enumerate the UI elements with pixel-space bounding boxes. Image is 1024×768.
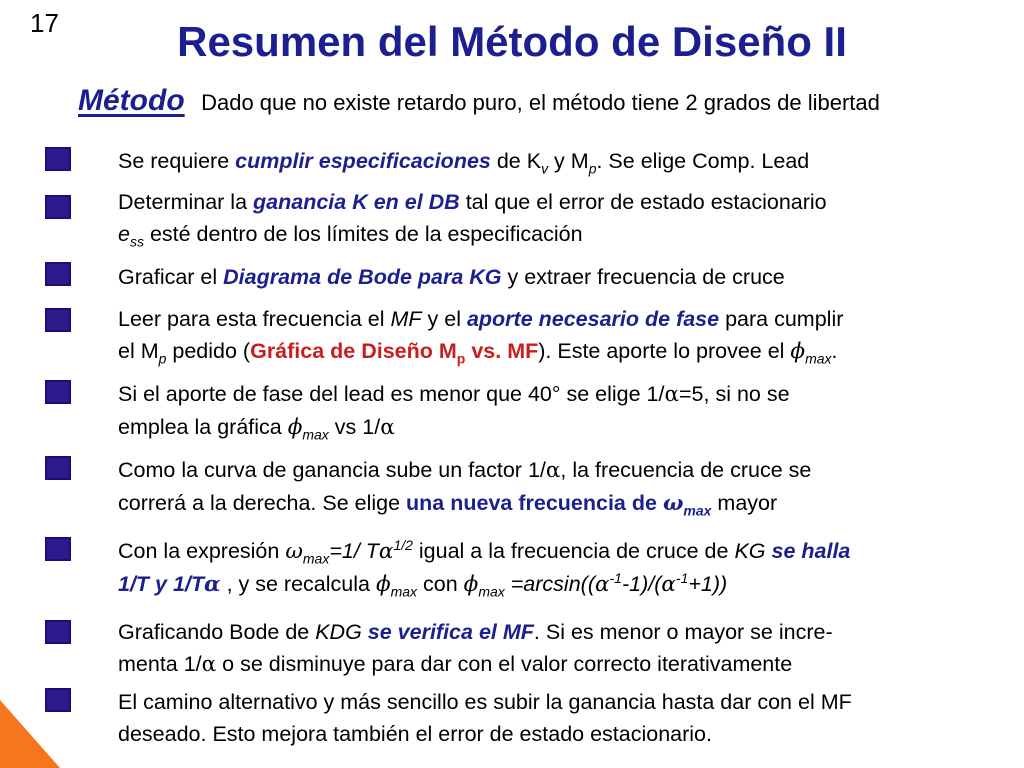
item-italic: MF bbox=[390, 307, 422, 331]
item-emphasis: Diagrama de Bode para KG bbox=[223, 265, 502, 289]
item-text: e bbox=[118, 222, 130, 246]
item-text: emplea la gráfica bbox=[118, 415, 288, 439]
item-text: Determinar la bbox=[118, 190, 254, 214]
item-text: correrá a la derecha. Se elige bbox=[118, 491, 407, 515]
alpha-symbol: α bbox=[378, 539, 394, 564]
bullet-square-icon bbox=[45, 380, 71, 404]
subscript: max bbox=[302, 426, 329, 443]
item-line bbox=[118, 454, 998, 487]
item-line: El camino alternativo y más sencillo es subir la ganancia hasta dar con el MF bbox=[118, 690, 852, 714]
bullet-square-icon bbox=[45, 537, 71, 561]
item-red-highlight: vs. MF bbox=[465, 339, 539, 363]
alpha-symbol: α bbox=[545, 458, 561, 483]
item-text: el M bbox=[118, 339, 159, 363]
list-item-5 bbox=[118, 378, 998, 444]
item-emphasis: se halla bbox=[765, 539, 851, 563]
item-line: deseado. Esto mejora también el error de estado estacionario. bbox=[118, 722, 712, 746]
item-line bbox=[118, 535, 998, 568]
item-line bbox=[118, 616, 998, 648]
list-item-9 bbox=[118, 686, 998, 750]
subscript: max bbox=[683, 502, 712, 519]
alpha-symbol: α bbox=[380, 415, 395, 440]
item-line bbox=[118, 186, 998, 218]
item-text: o se disminuye para dar con el valor correcto iterativamente bbox=[216, 652, 793, 676]
alpha-symbol: α bbox=[204, 572, 221, 597]
item-text: Como la curva de ganancia sube un factor 1/ bbox=[118, 458, 546, 482]
subscript: v bbox=[541, 160, 549, 177]
list-item-7 bbox=[118, 535, 998, 601]
item-text: . Se elige Comp. Lead bbox=[596, 149, 810, 173]
subscript: max bbox=[478, 583, 505, 600]
slide-number: 17 bbox=[30, 8, 59, 38]
subscript: p bbox=[158, 350, 167, 367]
item-text: mayor bbox=[711, 491, 778, 515]
item-text: Leer para esta frecuencia el bbox=[118, 307, 391, 331]
item-text: menta 1/ bbox=[118, 652, 202, 676]
subscript: max bbox=[390, 583, 418, 600]
item-text: , y se recalcula bbox=[220, 572, 376, 596]
item-text: esté dentro de los límites de la especificación bbox=[143, 222, 583, 246]
method-text: Dado que no existe retardo puro, el método tiene 2 grados de libertad bbox=[201, 90, 880, 115]
item-emphasis: una nueva frecuencia de bbox=[406, 491, 663, 515]
item-text: pedido ( bbox=[166, 339, 251, 363]
item-italic: KDG bbox=[315, 620, 362, 644]
list-item-2 bbox=[118, 186, 998, 250]
list-item-1 bbox=[118, 145, 998, 177]
item-text: Si el aporte de fase del lead es menor que 40° se elige 1/ bbox=[118, 382, 665, 406]
list-item-3 bbox=[118, 261, 998, 293]
bullet-square-icon bbox=[45, 620, 71, 644]
item-line bbox=[118, 218, 998, 250]
item-text: =1/ T bbox=[329, 539, 379, 563]
item-line bbox=[118, 487, 998, 520]
superscript: -1 bbox=[609, 569, 622, 586]
bullet-square-icon bbox=[45, 262, 71, 286]
item-text: ). Este aporte lo provee el bbox=[538, 339, 791, 363]
item-text: y extraer frecuencia de cruce bbox=[501, 265, 785, 289]
alpha-symbol: α bbox=[664, 382, 679, 407]
subscript: p bbox=[456, 350, 466, 367]
list-item-4 bbox=[118, 303, 998, 368]
item-text: vs 1/ bbox=[328, 415, 381, 439]
item-text: , la frecuencia de cruce se bbox=[560, 458, 812, 482]
item-text: Graficar el bbox=[118, 265, 224, 289]
item-emphasis: se verifica el MF bbox=[361, 620, 534, 644]
alpha-symbol: α bbox=[594, 572, 610, 597]
item-emphasis: ganancia K en el DB bbox=[253, 190, 460, 214]
alpha-symbol: α bbox=[661, 572, 676, 597]
superscript: 1/2 bbox=[393, 536, 413, 553]
list-item-8 bbox=[118, 616, 998, 681]
item-line bbox=[118, 568, 998, 601]
item-text: Se requiere bbox=[118, 149, 236, 173]
item-text: =5, si no se bbox=[679, 382, 790, 406]
item-text: igual a la frecuencia de cruce de bbox=[412, 539, 735, 563]
method-label: Método bbox=[78, 84, 185, 117]
item-emphasis: aporte necesario de fase bbox=[466, 307, 720, 331]
bullet-square-icon bbox=[45, 308, 71, 332]
subscript: max bbox=[302, 550, 330, 567]
item-text: para cumplir bbox=[719, 307, 844, 331]
bullet-square-icon bbox=[45, 195, 71, 219]
item-text: con bbox=[417, 572, 464, 596]
phi-symbol: ϕ bbox=[463, 572, 479, 597]
method-row bbox=[78, 84, 880, 118]
item-text: =arcsin(( bbox=[504, 572, 595, 596]
page-title: Resumen del Método de Diseño II bbox=[177, 18, 847, 65]
item-emphasis: cumplir especificaciones bbox=[235, 149, 491, 173]
bullet-square-icon bbox=[45, 147, 71, 171]
subscript: max bbox=[805, 350, 832, 367]
item-line bbox=[118, 378, 998, 411]
item-text: +1)) bbox=[688, 572, 728, 596]
item-line: el $M_p$ pedido (Gráfica de Diseño $M_p$ vs. MF). Este aporte lo provee el $\phi_{max}$. bbox=[118, 339, 838, 367]
item-line bbox=[118, 303, 998, 335]
omega-symbol: ω bbox=[285, 539, 303, 564]
phi-symbol: ϕ bbox=[287, 415, 303, 440]
item-text: tal que el error de estado estacionario bbox=[459, 190, 827, 214]
item-text: y el bbox=[421, 307, 467, 331]
item-emphasis: 1/T y 1/T bbox=[118, 572, 205, 596]
item-text: Con la expresión bbox=[118, 539, 286, 563]
omega-symbol: ω bbox=[662, 491, 684, 516]
item-text: y M bbox=[548, 149, 589, 173]
bullet-square-icon bbox=[45, 456, 71, 480]
item-line bbox=[118, 648, 998, 681]
item-red-highlight: Gráfica de Diseño M bbox=[250, 339, 457, 363]
item-text: de K bbox=[490, 149, 542, 173]
subscript: p bbox=[588, 160, 597, 177]
phi-symbol: ϕ bbox=[375, 572, 391, 597]
list-item-6 bbox=[118, 454, 998, 520]
phi-symbol: ϕ bbox=[790, 339, 806, 364]
item-line bbox=[118, 411, 998, 444]
superscript: -1 bbox=[675, 569, 689, 586]
item-text: Graficando Bode de bbox=[118, 620, 316, 644]
item-italic: KG bbox=[734, 539, 766, 563]
subscript: ss bbox=[129, 233, 144, 250]
item-text: -1)/( bbox=[621, 572, 662, 596]
item-text: . Si es menor o mayor se incre- bbox=[533, 620, 833, 644]
bullet-square-icon bbox=[45, 688, 71, 712]
alpha-symbol: α bbox=[201, 652, 217, 677]
